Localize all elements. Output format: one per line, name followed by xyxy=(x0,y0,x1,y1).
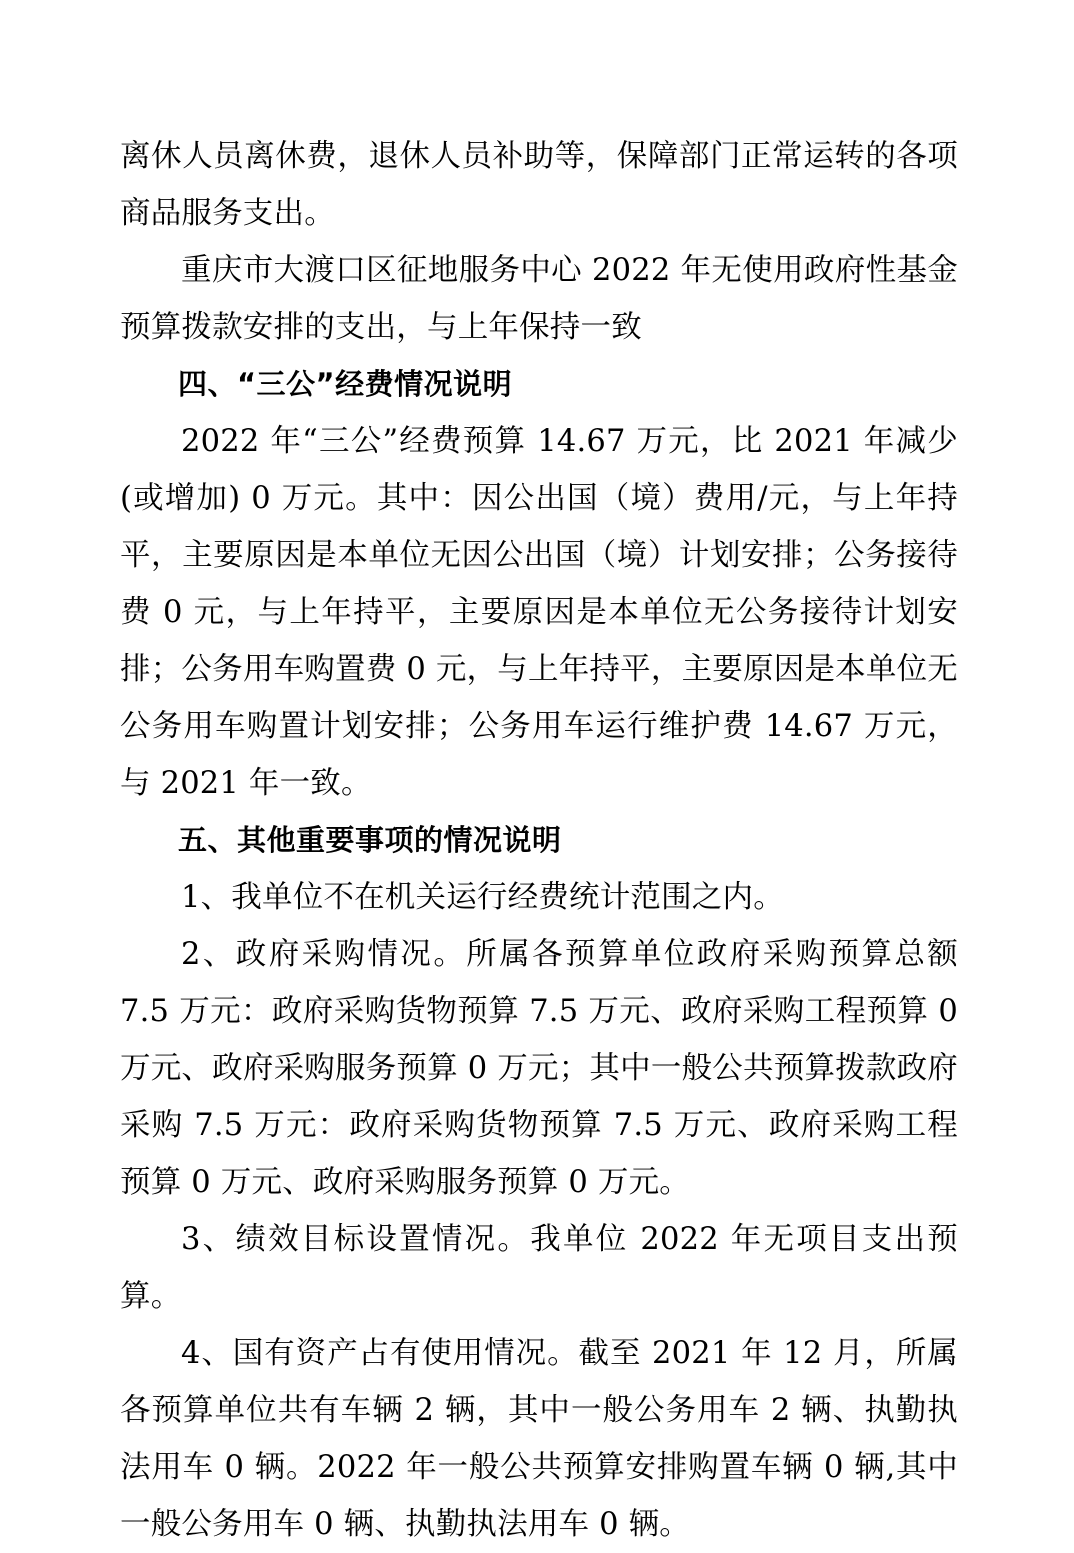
document-body xyxy=(120,128,958,1553)
heading-section-four: 四、“三公”经费情况说明 xyxy=(178,367,513,401)
paragraph-operating-expenses: 离休人员离休费，退休人员补助等，保障部门正常运转的各项商品服务支出。 xyxy=(120,139,958,231)
paragraph-item-3: 3、绩效目标设置情况。我单位 2022 年无项目支出预算。 xyxy=(120,1222,958,1314)
paragraph-item-4: 4、国有资产占有使用情况。截至 2021 年 12 月，所属各预算单位共有车辆 2 辆，其中一般公务用车 2 辆、执勤执法用车 0 辆。2022 年一般公共预算安排购置车辆 0 辆,其中一般公务用车 0 辆、执勤执法用车 0 辆。 xyxy=(120,1336,958,1542)
paragraph-item-2: 2、政府采购情况。所属各预算单位政府采购预算总额 7.5 万元：政府采购货物预算 7.5 万元、政府采购工程预算 0 万元、政府采购服务预算 0 万元；其中一般公共预算拨款政府采购 7.5 万元：政府采购货物预算 7.5 万元、政府采购工程预算 0 万元、政府采购服务预算 0 万元。 xyxy=(120,937,958,1200)
paragraph-item-1: 1、我单位不在机关运行经费统计范围之内。 xyxy=(181,880,784,915)
heading-section-five: 五、其他重要事项的情况说明 xyxy=(178,823,562,857)
paragraph-three-public-expenses: 2022 年“三公”经费预算 14.67 万元，比 2021 年减少(或增加) 0 万元。其中：因公出国（境）费用/元，与上年持平，主要原因是本单位无因公出国（境）计划安排；公务接待费 0 元，与上年持平，主要原因是本单位无公务接待计划安排；公务用车购置费 0 元，与上年持平，主要原因是本单位无公务用车购置计划安排；公务用车运行维护费 14.67 万元，与 2021 年一致。 xyxy=(120,424,958,801)
paragraph-government-fund-budget: 重庆市大渡口区征地服务中心 2022 年无使用政府性基金预算拨款安排的支出，与上年保持一致 xyxy=(120,253,958,345)
